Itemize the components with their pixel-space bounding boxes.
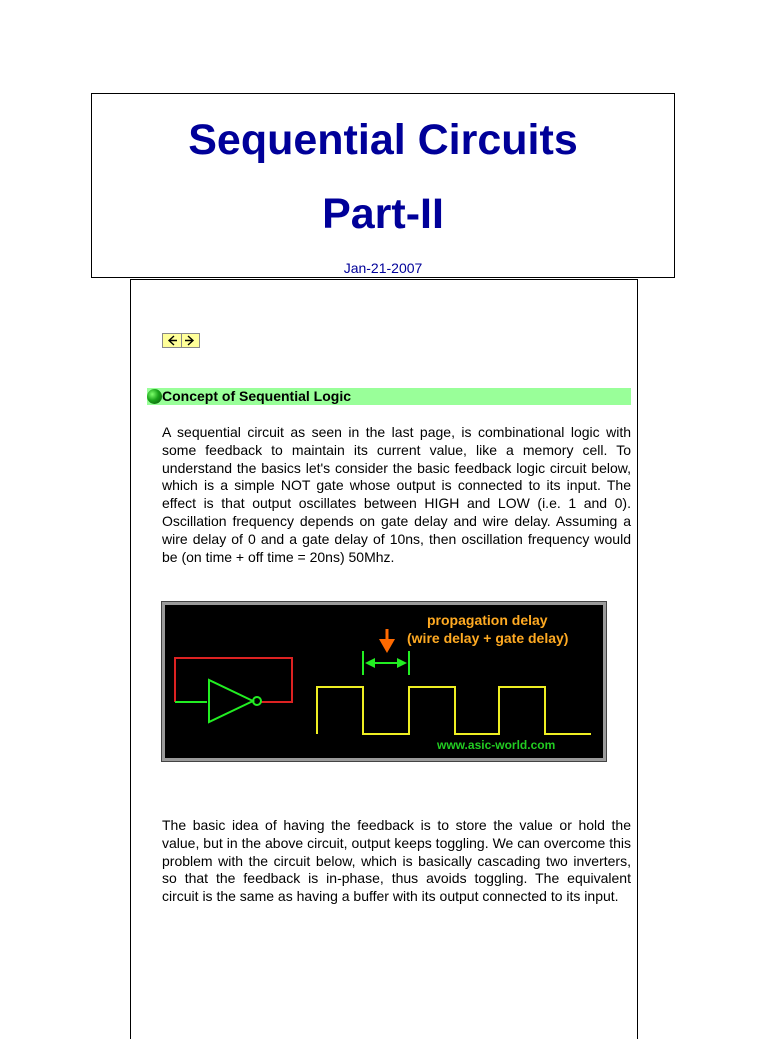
page-subtitle: Part-II [322, 190, 444, 238]
not-gate-icon [209, 680, 253, 722]
paragraph-feedback: The basic idea of having the feedback is to store the value or hold the value, but in the above circuit, output keeps toggling. We can overcome this problem with the circuit below, which is basically cascading two inverters, so that the feedback is in-phase, thus avoids toggling. The equivalent circuit is the same as having a buffer with its output connected to its input. [162, 817, 631, 905]
title-box [91, 93, 675, 278]
delay-label-line2: (wire delay + gate delay) [407, 630, 569, 646]
publish-date: Jan-21-2007 [343, 260, 423, 276]
prev-page-button[interactable] [163, 334, 181, 347]
delay-label-line1: propagation delay [427, 612, 548, 628]
next-page-button[interactable] [181, 334, 200, 347]
pointer-arrow-icon [379, 639, 395, 653]
square-waveform [317, 687, 591, 734]
next-arrow-icon [184, 335, 196, 346]
page-nav [162, 333, 200, 348]
green-bullet-icon [147, 389, 162, 404]
paragraph-intro: A sequential circuit as seen in the last page, is combinational logic with some feedback to maintain its current value, like a memory cell. To understand the basics let's consider the basic feedback logic circuit below, which is a simple NOT gate whose output is connected to its input. The effect is that output oscillates between HIGH and LOW (i.e. 1 and 0). Oscillation frequency depends on gate delay and wire delay. Assuming a wire delay of 0 and a gate delay of 10ns, then oscillation frequency would be (on time + off time = 20ns) 50Mhz. [162, 424, 631, 565]
section-title: Concept of Sequential Logic [162, 388, 352, 404]
feedback-oscillator-diagram [162, 602, 606, 761]
section-header [147, 388, 631, 405]
page-title: Sequential Circuits [188, 116, 578, 164]
feedback-wire [175, 658, 292, 702]
diagram-watermark: www.asic-world.com [437, 738, 556, 752]
delay-arrow-right [397, 658, 407, 668]
prev-arrow-icon [166, 335, 178, 346]
delay-arrow-left [365, 658, 375, 668]
